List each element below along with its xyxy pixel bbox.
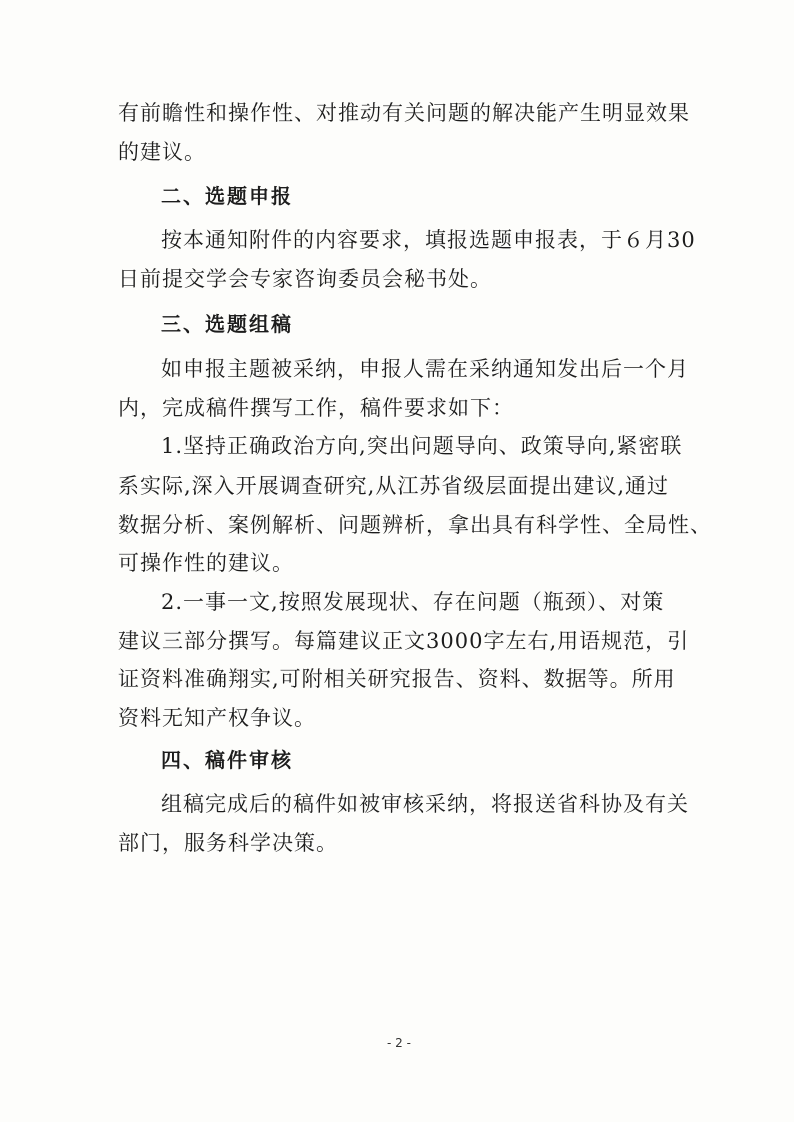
paragraph-1-line-2: 的建议。 (118, 140, 206, 164)
list-item-2-line-2: 建议三部分撰写。每篇建议正文3000字左右,用语规范，引 (118, 629, 690, 653)
paragraph-1-line-1: 有前瞻性和操作性、对推动有关问题的解决能产生明显效果 (118, 101, 690, 125)
list-item-1-line-4: 可操作性的建议。 (118, 551, 294, 575)
page-number: - 2 - (387, 1036, 411, 1050)
list-item-1-line-2: 系实际,深入开展调查研究,从江苏省级层面提出建议,通过 (118, 474, 670, 498)
list-item-1-line-1: 1.坚持正确政治方向,突出问题导向、政策导向,紧密联 (161, 434, 683, 458)
section-heading-3: 三、选题组稿 (161, 312, 293, 336)
paragraph-3-line-2: 内，完成稿件撰写工作，稿件要求如下： (118, 396, 514, 420)
section-heading-2: 二、选题申报 (161, 184, 293, 208)
paragraph-2-line-1: 按本通知附件的内容要求，填报选题申报表，于６月30 (161, 228, 696, 252)
paragraph-3-line-1: 如申报主题被采纳，申报人需在采纳通知发出后一个月 (161, 357, 689, 381)
section-heading-4: 四、稿件审核 (161, 748, 293, 772)
list-item-1-line-3: 数据分析、案例解析、问题辨析，拿出具有科学性、全局性、 (118, 513, 712, 537)
paragraph-4-line-2: 部门，服务科学决策。 (118, 831, 338, 855)
list-item-2-line-3: 证资料准确翔实,可附相关研究报告、资料、数据等。所用 (118, 667, 676, 691)
paragraph-4-line-1: 组稿完成后的稿件如被审核采纳，将报送省科协及有关 (161, 792, 689, 816)
paragraph-2-line-2: 日前提交学会专家咨询委员会秘书处。 (118, 267, 492, 291)
list-item-2-line-1: 2.一事一文,按照发展现状、存在问题（瓶颈）、对策 (161, 590, 665, 614)
list-item-2-line-4: 资料无知产权争议。 (118, 706, 316, 730)
